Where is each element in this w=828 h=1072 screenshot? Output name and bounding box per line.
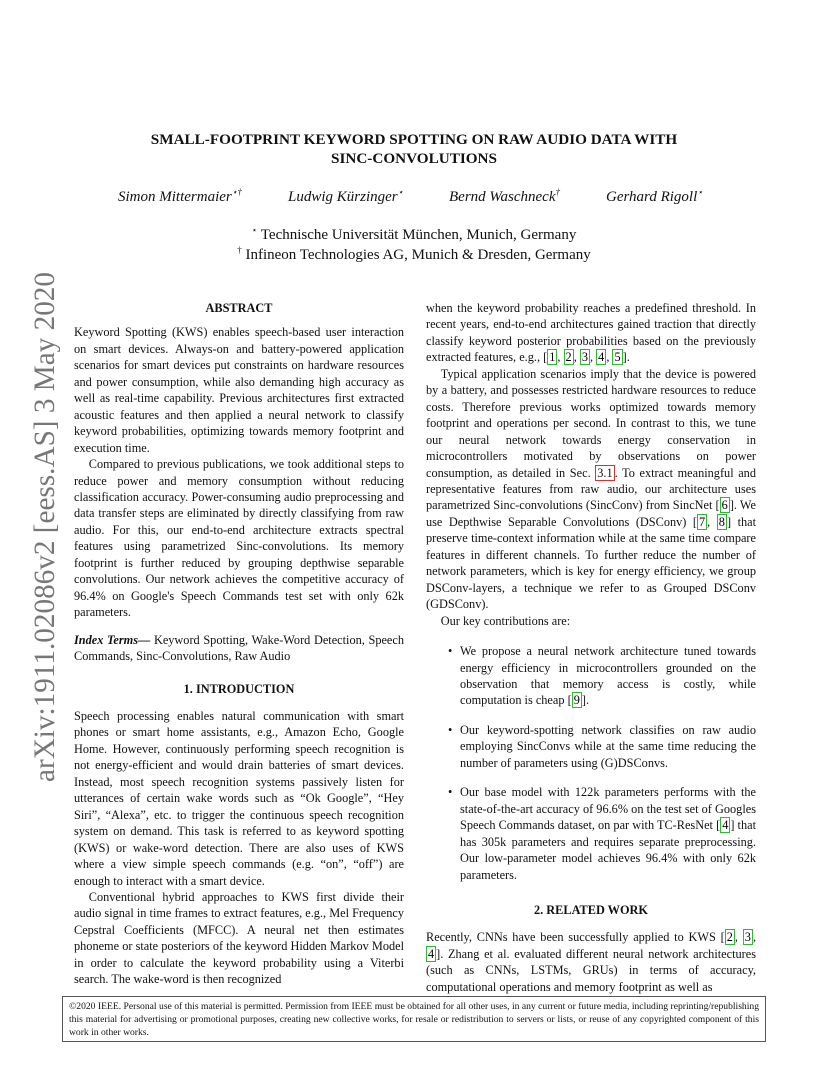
intro-paragraph-2: Conventional hybrid approaches to KWS first divide their audio signal in time frames to extract features, e.g., Mel Frequency Cepstral Coefficients (MFCC). A neural net then estimates phoneme or state posteriors of the keyword Hidden Markov Model in order to calculate the keyword probability using a Viterbi search. The wake-word is then recognized — [74, 889, 404, 987]
author-4-mark: ⋆ — [697, 187, 703, 197]
right-paragraph-1: when the keyword probability reaches a predefined threshold. In recent years, end-to-end architectures gained traction that directly classify keyword posterior probabilities based on the previously extracted features, e.g., [ 1 , 2 , 3 , 4 , 5 ]. — [426, 301, 756, 365]
author-list — [60, 187, 768, 207]
contribution-bullet-3: • Our base model with 122k parameters performs with the state-of-the-art accuracy of 96.6% on the test set of Googles Speech Commands dataset, on par with TC-ResNet [ 4 ] that has 305k parameters and requires separate preprocessing. Our low-parameter model achieves 96.4% with only 62k parameters. — [448, 785, 756, 882]
author-3-name: Bernd Waschneck — [449, 189, 556, 205]
citation-link[interactable]: 1 — [549, 350, 556, 365]
right-paragraph-1-text: when the keyword probability reaches a predefined threshold. In recent years, end-to-end architectures gained traction that directly classify keyword posterior probabilities based on the previously extracted features, e.g., — [426, 301, 756, 365]
index-terms-text: Keyword Spotting, Wake-Word Detection, Speech Commands, Sinc-Convolutions, Raw Audio — [74, 632, 404, 664]
author-4 — [606, 187, 703, 206]
right-paragraph-2: Typical application scenarios imply that the device is powered by a battery, and possesses restricted hardware resources to reduce costs. Therefore previous works optimized towards memory footprint and operations per second. In contrast to this, we tune our neural network towards energy conservation in microcontrollers motivated by observations on power consumption, as detailed in Sec. 3.1 . To extract meaningful and representative features from raw audio, our architecture uses parametrized Sinc-convolutions (SincConv) from SincNet [ 6 ]. We use Depthwise Separable Convolutions (DSConv) [ 7 , 8 ] that preserve time-context information while at the same time compare features in different channels. To further reduce the number of network parameters, which is key for energy efficiency, we group DSConv-layers, a technique we refer to as Grouped DSConv (GDSConv). — [426, 366, 757, 612]
related-work-part-b: . Zhang et al. evaluated different neural network architectures (such as CNNs, LSTMs, GRUs) in terms of accuracy, computational operations and memory footprint as well as — [426, 946, 756, 994]
author-3-mark: † — [555, 187, 560, 197]
citation-link[interactable]: 3 — [581, 350, 588, 365]
abstract-paragraph-1: Keyword Spotting (KWS) enables speech-based user interaction on smart devices. Always-on and battery-powered application scenarios for smart devices put constraints on hardware resources and power consumption, while also demanding high accuracy as well as real-time capability. Previous architectures first extracted acoustic features and then applied a neural network to classify keyword probabilities, optimizing towards memory footprint and execution time. — [74, 325, 404, 455]
right-paragraph-2-part-c: . We use Depthwise Separable Convolutions (DSConv) — [426, 498, 756, 529]
arxiv-stamp-text: arXiv:1911.02086v2 [eess.AS] 3 May 2020 — [28, 270, 60, 782]
affiliation-1-text: Technische Universität München, Munich, Germany — [260, 227, 577, 243]
affiliation-1 — [60, 225, 768, 244]
author-1-mark: ⋆† — [231, 187, 242, 197]
citation-link[interactable]: 3 — [744, 930, 751, 945]
abstract-heading: ABSTRACT — [205, 301, 273, 315]
right-paragraph-2-part-d: that preserve time-context information while at the same time compare features in different channels. To further reduce the number of network parameters, which is key for energy efficiency, we group DSConv-layers, a technique we refer to as Grouped DSConv (GDSConv). — [426, 514, 757, 612]
author-3 — [449, 187, 560, 206]
paper-title — [60, 130, 768, 168]
citation-link[interactable]: 4 — [722, 818, 729, 833]
affiliation-2-mark: † — [237, 245, 242, 255]
citation-link[interactable]: 2 — [726, 930, 733, 945]
arxiv-stamp-svg — [10, 270, 60, 790]
introduction-heading: 1. INTRODUCTION — [183, 681, 295, 696]
affiliation-2-text: Infineon Technologies AG, Munich & Dresden, Germany — [245, 247, 591, 263]
section-ref-link[interactable]: 3.1 — [597, 465, 613, 480]
right-paragraph-2-part-b: . To extract meaningful and representative features from raw audio, our architecture uses parametrized Sinc-convolutions (SincConv) from SincNet — [426, 465, 756, 513]
citation-link[interactable]: 4 — [598, 350, 605, 365]
citation-link[interactable]: 5 — [614, 350, 621, 365]
citation-link[interactable]: 7 — [699, 514, 706, 529]
bullet-3-part-b: that has 305k parameters and requires separate preprocessing. Our low-parameter model achieves 96.4% with only 62k parameters. — [460, 818, 756, 882]
title-line-1: SMALL-FOOTPRINT KEYWORD SPOTTING ON RAW AUDIO DATA WITH — [150, 131, 678, 148]
bullet-3-part-a: Our base model with 122k parameters performs with the state-of-the-art accuracy of 96.6% on the test set of Googles Speech Commands dataset, on par with TC-ResNet — [460, 785, 756, 833]
intro-paragraph-1: Speech processing enables natural communication with smart phones or smart home assistants, e.g., Amazon Echo, Google Home. However, continuously performing speech recognition is not energy-efficient and would drain batteries of smart devices. Instead, most speech recognition systems passively listen for utterances of certain wake words such as “Ok Google”, “Hey Siri”, “Alexa”, etc. to trigger the continuous speech recognition system on demand. This task is referred to as keyword spotting (KWS) or wake-word detection. There are also uses of KWS where a view simple speech commands (e.g. “on”, “off”) are enough to interact with a smart device. — [74, 708, 404, 888]
author-2-name: Ludwig Kürzinger — [288, 189, 398, 205]
bullet-icon: • — [448, 722, 453, 737]
bullet-icon: • — [448, 785, 453, 800]
author-2 — [288, 187, 403, 206]
title-line-2: SINC-CONVOLUTIONS — [331, 150, 497, 167]
left-column — [74, 300, 404, 988]
citation-link[interactable]: 8 — [718, 514, 725, 529]
citation-link[interactable]: 6 — [721, 498, 728, 513]
author-4-name: Gerhard Rigoll — [606, 189, 698, 205]
abstract-paragraph-2: Compared to previous publications, we took additional steps to reduce power and memory consumption without reducing classification accuracy. Power-consuming audio preprocessing and data transfer steps are eliminated by directly classifying from raw audio. For this, our end-to-end architecture extracts spectral features using parametrized Sinc-convolutions. Its memory footprint is further reduced by grouping depthwise separable convolutions. Our network achieves the competitive accuracy of 96.4% on Google's Speech Commands test set with only 62k parameters. — [74, 457, 404, 620]
right-paragraph-2-part-a: Typical application scenarios imply that the device is powered by a battery, and possesses restricted hardware resources to reduce costs. Therefore previous works optimized towards memory footprint and operations per second. In contrast to this, we tune our neural network towards energy conservation in microcontrollers motivated by observations on power consumption, as detailed in Sec. — [426, 366, 756, 480]
copyright-notice: ©2020 IEEE. Personal use of this material is permitted. Permission from IEEE must be obtained for all other uses, in any current or future media, including reprinting/republishing this material for advertising or promotional purposes, creating new collective works, for resale or redistribution to servers or lists, or reuse of any copyrighted component of this work in other works. — [62, 996, 766, 1042]
related-work-part-a: Recently, CNNs have been successfully applied to KWS — [426, 930, 721, 945]
related-work-paragraph: Recently, CNNs have been successfully applied to KWS [ 2 , 3 , 4 ]. Zhang et al. evaluated different neural network architectures (such as CNNs, LSTMs, GRUs) in terms of accuracy, computational operations and memory footprint as well as — [426, 930, 757, 994]
contributions-intro: Our key contributions are: — [440, 613, 571, 628]
author-2-mark: ⋆ — [397, 187, 404, 197]
citation-link[interactable]: 2 — [565, 350, 572, 365]
affiliation-2 — [60, 245, 768, 264]
contribution-bullet-1: • We propose a neural network architecture tuned towards energy efficiency in microcontrollers grounded on the observation that memory access is costly, while computation is cheap [ 9 ]. — [448, 644, 756, 708]
right-column — [426, 300, 756, 995]
contribution-bullet-2 — [426, 722, 756, 771]
arxiv-stamp — [10, 270, 60, 790]
related-work-heading: 2. RELATED WORK — [534, 902, 648, 917]
bullet-1-text: We propose a neural network architecture tuned towards energy efficiency in microcontrollers grounded on the observation that memory access is costly, while computation is cheap — [460, 644, 756, 708]
citation-link[interactable]: 4 — [428, 946, 435, 961]
author-1-name: Simon Mittermaier — [118, 189, 232, 205]
bullet-icon: • — [448, 644, 453, 659]
index-terms-label: Index Terms— — [74, 632, 151, 647]
bullet-2-text: Our keyword-spotting network classifies on raw audio employing SincConvs while at the same time reducing the number of parameters using (G)DSConvs. — [460, 722, 756, 770]
index-terms — [74, 632, 404, 665]
affiliation-1-mark: ⋆ — [251, 225, 258, 235]
citation-link[interactable]: 9 — [573, 693, 580, 708]
author-1 — [118, 187, 242, 206]
